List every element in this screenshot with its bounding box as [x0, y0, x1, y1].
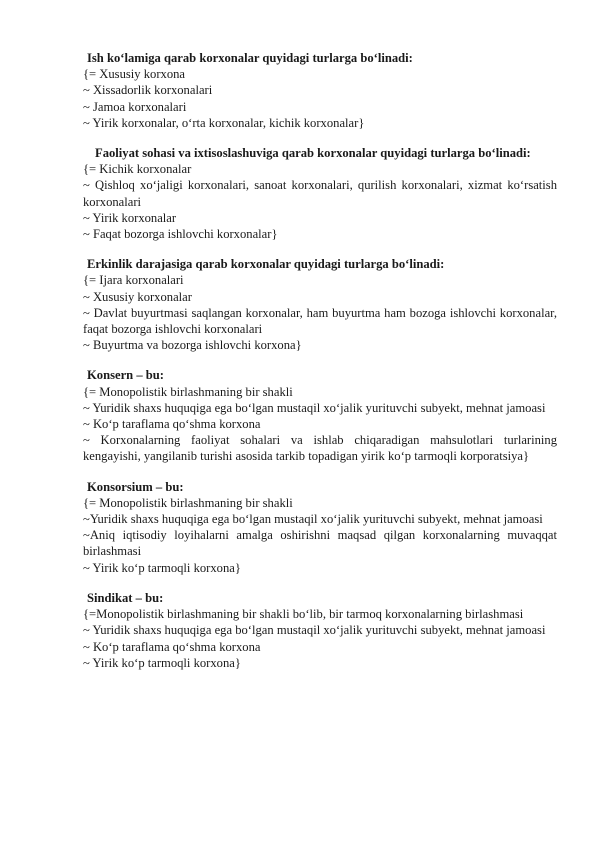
answer-option: {= Kichik korxonalar — [83, 162, 192, 177]
answer-option: ~ Korxonalarning faoliyat sohalari va ishlab chiqaradigan mahsulotlari turlarining kengayishi, yangilanib turishi asosida tarkib topadigan yirik ko‘p tarmoqli korporatsiya} — [83, 433, 557, 464]
answer-option: ~ Jamoa korxonalari — [83, 99, 187, 114]
question-block — [83, 50, 557, 131]
answer-option: ~ Yirik korxonalar, o‘rta korxonalar, kichik korxonalar} — [83, 115, 365, 130]
answer-option: {=Monopolistik birlashmaning bir shakli bo‘lib, bir tarmoq korxonalarning birlashmasi — [83, 607, 524, 622]
question-title: Erkinlik darajasiga qarab korxonalar quyidagi turlarga bo‘linadi: — [87, 257, 445, 272]
question-block — [83, 256, 557, 353]
question-block — [83, 590, 557, 671]
answer-option: ~ Yirik korxonalar — [83, 210, 177, 225]
answer-option: ~ Yuridik shaxs huquqiga ega bo‘lgan mustaqil xo‘jalik yurituvchi subyekt, mehnat jamoasi — [83, 400, 546, 415]
answer-option: ~ Ko‘p taraflama qo‘shma korxona — [83, 639, 261, 654]
answer-option: ~ Ko‘p taraflama qo‘shma korxona — [83, 417, 261, 432]
answer-option: ~ Xususiy korxonalar — [83, 289, 192, 304]
answer-option: {= Ijara korxonalari — [83, 273, 184, 288]
answer-option: {= Xususiy korxona — [83, 67, 185, 82]
answer-option: {= Monopolistik birlashmaning bir shakli — [83, 384, 293, 399]
answer-option: ~ Yirik ko‘p tarmoqli korxona} — [83, 560, 241, 575]
answer-option: ~ Qishloq xo‘jaligi korxonalari, sanoat korxonalari, qurilish korxonalari, xizmat ko‘rsatish korxonalari — [83, 178, 557, 209]
answer-option: {= Monopolistik birlashmaning bir shakli — [83, 495, 293, 510]
answer-option: ~ Faqat bozorga ishlovchi korxonalar} — [83, 227, 278, 242]
question-title: Sindikat – bu: — [87, 590, 164, 605]
answer-option: ~ Yirik ko‘p tarmoqli korxona} — [83, 655, 241, 670]
answer-option: ~ Davlat buyurtmasi saqlangan korxonalar, ham buyurtma ham bozoga ishlovchi korxonalar, faqat bozorga ishlovchi korxonalari — [83, 305, 557, 337]
answer-option: ~Aniq iqtisodiy loyihalarni amalga oshirishni maqsad qilgan korxonalarning muvaqqat birlashmasi — [83, 528, 557, 559]
answer-option: ~ Xissadorlik korxonalari — [83, 83, 213, 98]
answer-option: ~ Yuridik shaxs huquqiga ega bo‘lgan mustaqil xo‘jalik yurituvchi subyekt, mehnat jamoasi — [83, 623, 546, 638]
question-title: Konsern – bu: — [87, 368, 164, 383]
question-title: Faoliyat sohasi va ixtisoslashuviga qarab korxonalar quyidagi turlarga bo‘linadi: — [95, 146, 531, 161]
answer-option: ~Yuridik shaxs huquqiga ega bo‘lgan mustaqil xo‘jalik yurituvchi subyekt, mehnat jamoasi — [83, 512, 543, 527]
question-block — [83, 479, 557, 576]
question-title: Ish ko‘lamiga qarab korxonalar quyidagi turlarga bo‘linadi: — [87, 51, 413, 65]
question-title: Konsorsium – bu: — [87, 479, 184, 494]
document-page — [83, 50, 557, 685]
question-block — [83, 145, 557, 242]
answer-option: ~ Buyurtma va bozorga ishlovchi korxona} — [83, 338, 302, 353]
question-block — [83, 367, 557, 464]
